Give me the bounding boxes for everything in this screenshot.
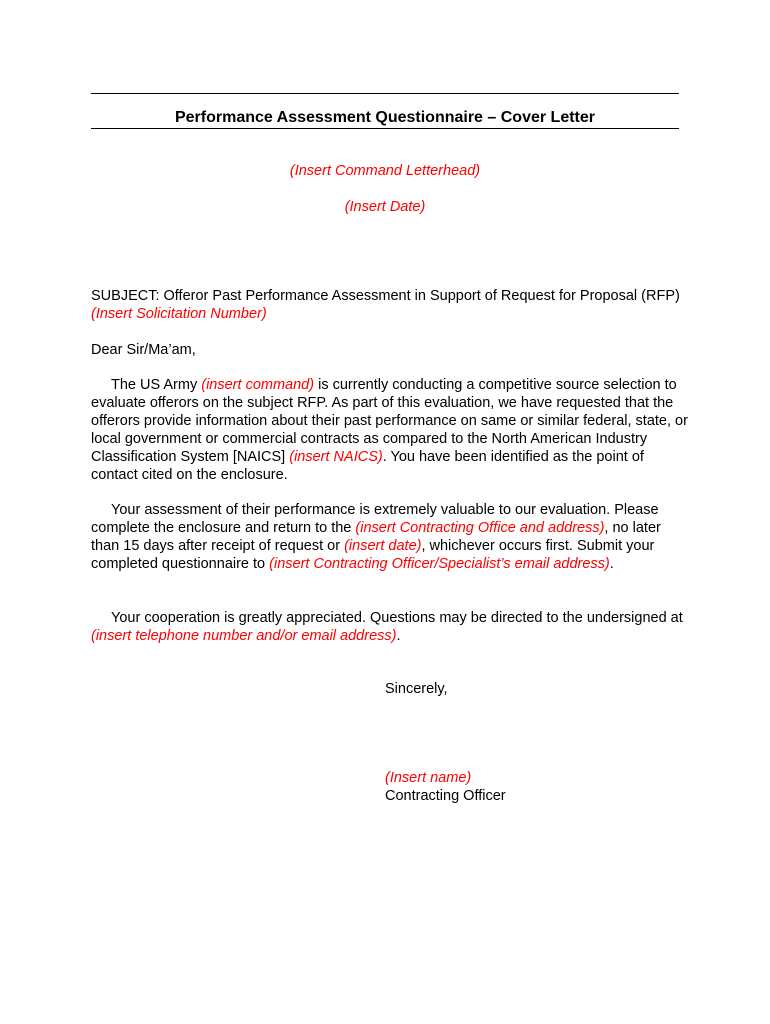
paragraph-text: Your cooperation is greatly appreciated. Questions may be directed to the undersigned at xyxy=(111,610,683,626)
paragraph-text: , no later than 15 days after receipt of request or xyxy=(91,520,661,554)
paragraph-text: . You have been identified as the point of contact cited on the enclosure. xyxy=(91,449,644,483)
contact-info-placeholder: (insert telephone number and/or email address) xyxy=(91,628,397,644)
paragraph-text: is currently conducting a competitive source selection to evaluate offerors on the subject RFP. As part of this evaluation, we have requested that the offerors provide information about their past performance on same or similar federal, state, or local government or commercial contracts as compared to the North American Industry Classification System [NAICS] xyxy=(91,377,688,465)
top-rule xyxy=(91,93,679,94)
paragraph-text: , whichever occurs first. Submit your completed questionnaire to xyxy=(91,538,655,572)
signer-name-placeholder: (Insert name) xyxy=(385,770,472,786)
date-placeholder: (Insert Date) xyxy=(344,199,426,215)
body-paragraph-2 xyxy=(91,501,689,573)
naics-placeholder: (insert NAICS) xyxy=(289,449,383,465)
solicitation-number-placeholder: (Insert Solicitation Number) xyxy=(91,306,267,322)
paragraph-text: Your assessment of their performance is extremely valuable to our evaluation. Please complete the enclosure and return to the xyxy=(91,502,659,536)
subject-text: SUBJECT: Offeror Past Performance Assessment in Support of Request for Proposal (RFP) xyxy=(91,288,680,304)
closing: Sincerely, xyxy=(385,681,448,697)
salutation: Dear Sir/Ma’am, xyxy=(91,342,196,358)
officer-email-placeholder: (insert Contracting Officer/Specialist’s email address) xyxy=(269,556,610,572)
letterhead-placeholder: (Insert Command Letterhead) xyxy=(289,163,481,179)
paragraph-text: The US Army xyxy=(111,377,202,393)
contracting-office-placeholder: (insert Contracting Office and address) xyxy=(355,520,605,536)
signer-title: Contracting Officer xyxy=(385,788,506,804)
command-placeholder: (insert command) xyxy=(201,377,315,393)
title-underline-rule xyxy=(91,128,679,129)
paragraph-text: . xyxy=(396,628,401,644)
document-title: Performance Assessment Questionnaire – Cover Letter xyxy=(174,109,595,126)
subject-line xyxy=(91,287,689,323)
body-paragraph-1 xyxy=(91,376,689,484)
paragraph-text: . xyxy=(609,556,614,572)
due-date-placeholder: (insert date) xyxy=(344,538,422,554)
body-paragraph-3 xyxy=(91,609,689,645)
